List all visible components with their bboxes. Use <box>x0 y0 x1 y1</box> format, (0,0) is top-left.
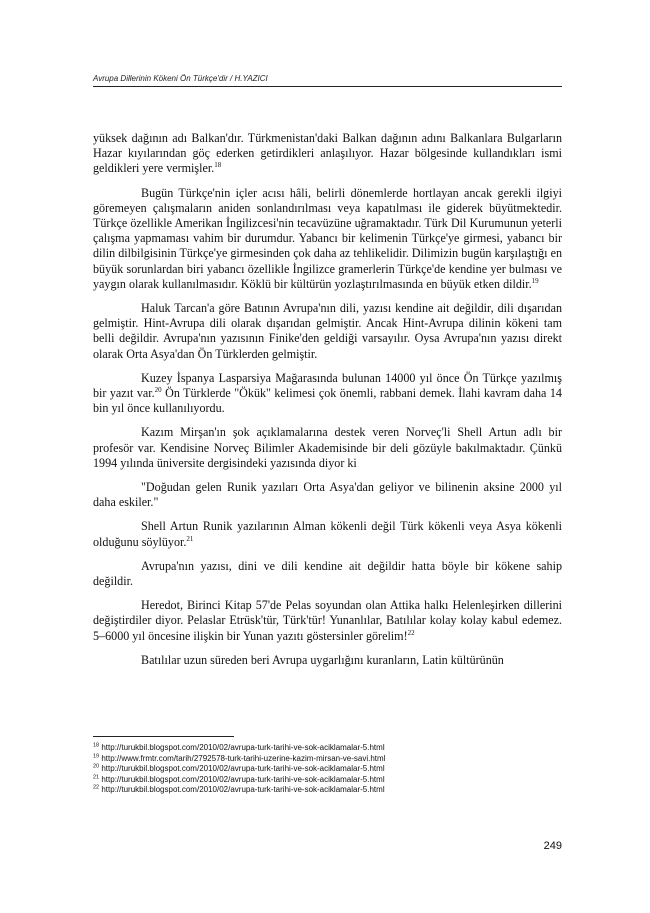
paragraph: Heredot, Birinci Kitap 57'de Pelas soyundan olan Attika halkı Helenleşirken dillerini değiştirdiler diyor. Pelaslar Etrüsk'tür, Türk'tür! Yunanlılar, Batılılar kolay kolay kabul edemez. 5–6000 yıl öncesine ilişkin bir Yunan yazıtı göstersinler görelim!$^{22}$ <box>93 598 562 643</box>
page-number: 249 <box>543 840 562 852</box>
footnote-link[interactable]: http://www.frmtr.com/tarih/2792578-turk-tarihi-uzerine-kazim-mirsan-ve-savi.html <box>101 753 386 763</box>
footnote-ref[interactable]: 18 <box>214 161 222 170</box>
quote-paragraph: "Doğudan gelen Runik yazıları Orta Asya'dan geliyor ve bilinenin aksine 2000 yıl daha eskiler." <box>93 480 562 510</box>
footnote: $^{21}$ http://turukbil.blogspot.com/2010/02/avrupa-turk-tarihi-ve-sok-aciklamalar-5.html <box>93 774 385 784</box>
paragraph: Kuzey İspanya Lasparsiya Mağarasında bulunan 14000 yıl önce Ön Türkçe yazılmış bir yazıt var.$^{20}$ Ön Türklerde "Ökük" kelimesi çok önemli, rabbani demek. İlahi kavram daha 14 bin yıl önce kullanılıyordu. <box>93 370 562 416</box>
paragraph: Batılılar uzun süreden beri Avrupa uygarlığını kuranların, Latin kültürünün <box>141 652 504 667</box>
footnote: $^{22}$ http://turukbil.blogspot.com/2010/02/avrupa-turk-tarihi-ve-sok-aciklamalar-5.html <box>93 784 385 795</box>
paragraph: Kazım Mirşan'ın şok açıklamalarına destek veren Norveç'li Shell Artun adlı bir profesör var. Kendisine Norveç Bilimler Akademisinde bir deli gözüyle bakılmaktadır. Çünkü 1994 yılında üniversite dergisindeki yazısında diyor ki <box>93 425 562 470</box>
footnote: $^{20}$ http://turukbil.blogspot.com/2010/02/avrupa-turk-tarihi-ve-sok-aciklamalar-5.html <box>93 763 385 774</box>
paragraph: Avrupa'nın yazısı, dini ve dili kendine ait değildir hatta böyle bir kökene sahip değildir. <box>93 558 562 589</box>
footnote-divider <box>93 736 234 737</box>
footnote: $^{18}$ http://turukbil.blogspot.com/2010/02/avrupa-turk-tarihi-ve-sok-aciklamalar-5.html <box>93 742 385 752</box>
paragraph: yüksek dağının adı Balkan'dır. Türkmenistan'daki Balkan dağının adını Balkanlara Bulgarların Hazar kıyılarından göç ederken getirdikleri anlaşılıyor. Hazar bölgesinde kullandıkları ismi geldikleri yere vermişler.$^{18}$ <box>93 131 562 176</box>
paragraph: Haluk Tarcan'a göre Batının Avrupa'nın dili, yazısı kendine ait değildir, dili dışarıdan gelmiştir. Hint-Avrupa dili olarak dışarıdan gelmiştir. Ancak Hint-Avrupa dilinin kökeni tam belli değildir. Avrupa'nın yazısının Finike'den geldiği varsayılır. Oysa Avrupa'nın yazısı direkt olarak Orta Asya'dan Ön Türklerden gelmiştir. <box>93 301 562 361</box>
body-text <box>93 131 562 677</box>
footnote-ref[interactable]: 19 <box>531 276 539 285</box>
footnote-ref[interactable]: 21 <box>186 534 194 543</box>
header-divider <box>93 86 562 87</box>
footnote: $^{19}$ http://www.frmtr.com/tarih/2792578-turk-tarihi-uzerine-kazim-mirsan-ve-savi.html <box>93 752 386 763</box>
running-header: Avrupa Dillerinin Kökeni Ön Türkçe'dir / H.YAZICI <box>93 74 268 83</box>
footnote-ref[interactable]: 20 <box>154 386 162 395</box>
footnote-link[interactable]: http://turukbil.blogspot.com/2010/02/avrupa-turk-tarihi-ve-sok-aciklamalar-5.html <box>101 774 385 784</box>
footnote-link[interactable]: http://turukbil.blogspot.com/2010/02/avrupa-turk-tarihi-ve-sok-aciklamalar-5.html <box>101 785 385 795</box>
footnote-link[interactable]: http://turukbil.blogspot.com/2010/02/avrupa-turk-tarihi-ve-sok-aciklamalar-5.html <box>101 764 385 774</box>
footnote-ref[interactable]: 22 <box>407 628 415 637</box>
paragraph: Shell Artun Runik yazılarının Alman kökenli değil Türk kökenli veya Asya kökenli olduğunu söylüyor.$^{21}$ <box>93 519 562 549</box>
paragraph: Bugün Türkçe'nin içler acısı hâli, belirli dönemlerde hortlayan ancak gerekli ilgiyi göremeyen çalışmaların aniden sonlandırılması veya kapatılması ile giderek büyütmektedir. Türkçe özellikle Amerikan İngilizcesi'nin tecavüzüne uğramaktadır. Türk Dil Kurumunun yeterli çalışma yapmaması vahim bir durumdur. Yabancı bir kelimenin Türkçe'ye girmesi, yabancı bir dilin dilbilgisinin Türkçe'ye girmesinden çok daha az tehlikelidir. Dilimizin bugün karşılaştığı en büyük sorunlardan biri yabancı özellikle İngilizce gramerlerin Türkçe'de kendine yer bulması ve yaygın olarak kullanılmasıdır. Köklü bir kültürün yozlaştırılmasında en büyük etken dildir.$^{19}$ <box>93 185 562 291</box>
footnotes <box>93 743 562 796</box>
footnote-link[interactable]: http://turukbil.blogspot.com/2010/02/avrupa-turk-tarihi-ve-sok-aciklamalar-5.html <box>101 743 385 752</box>
